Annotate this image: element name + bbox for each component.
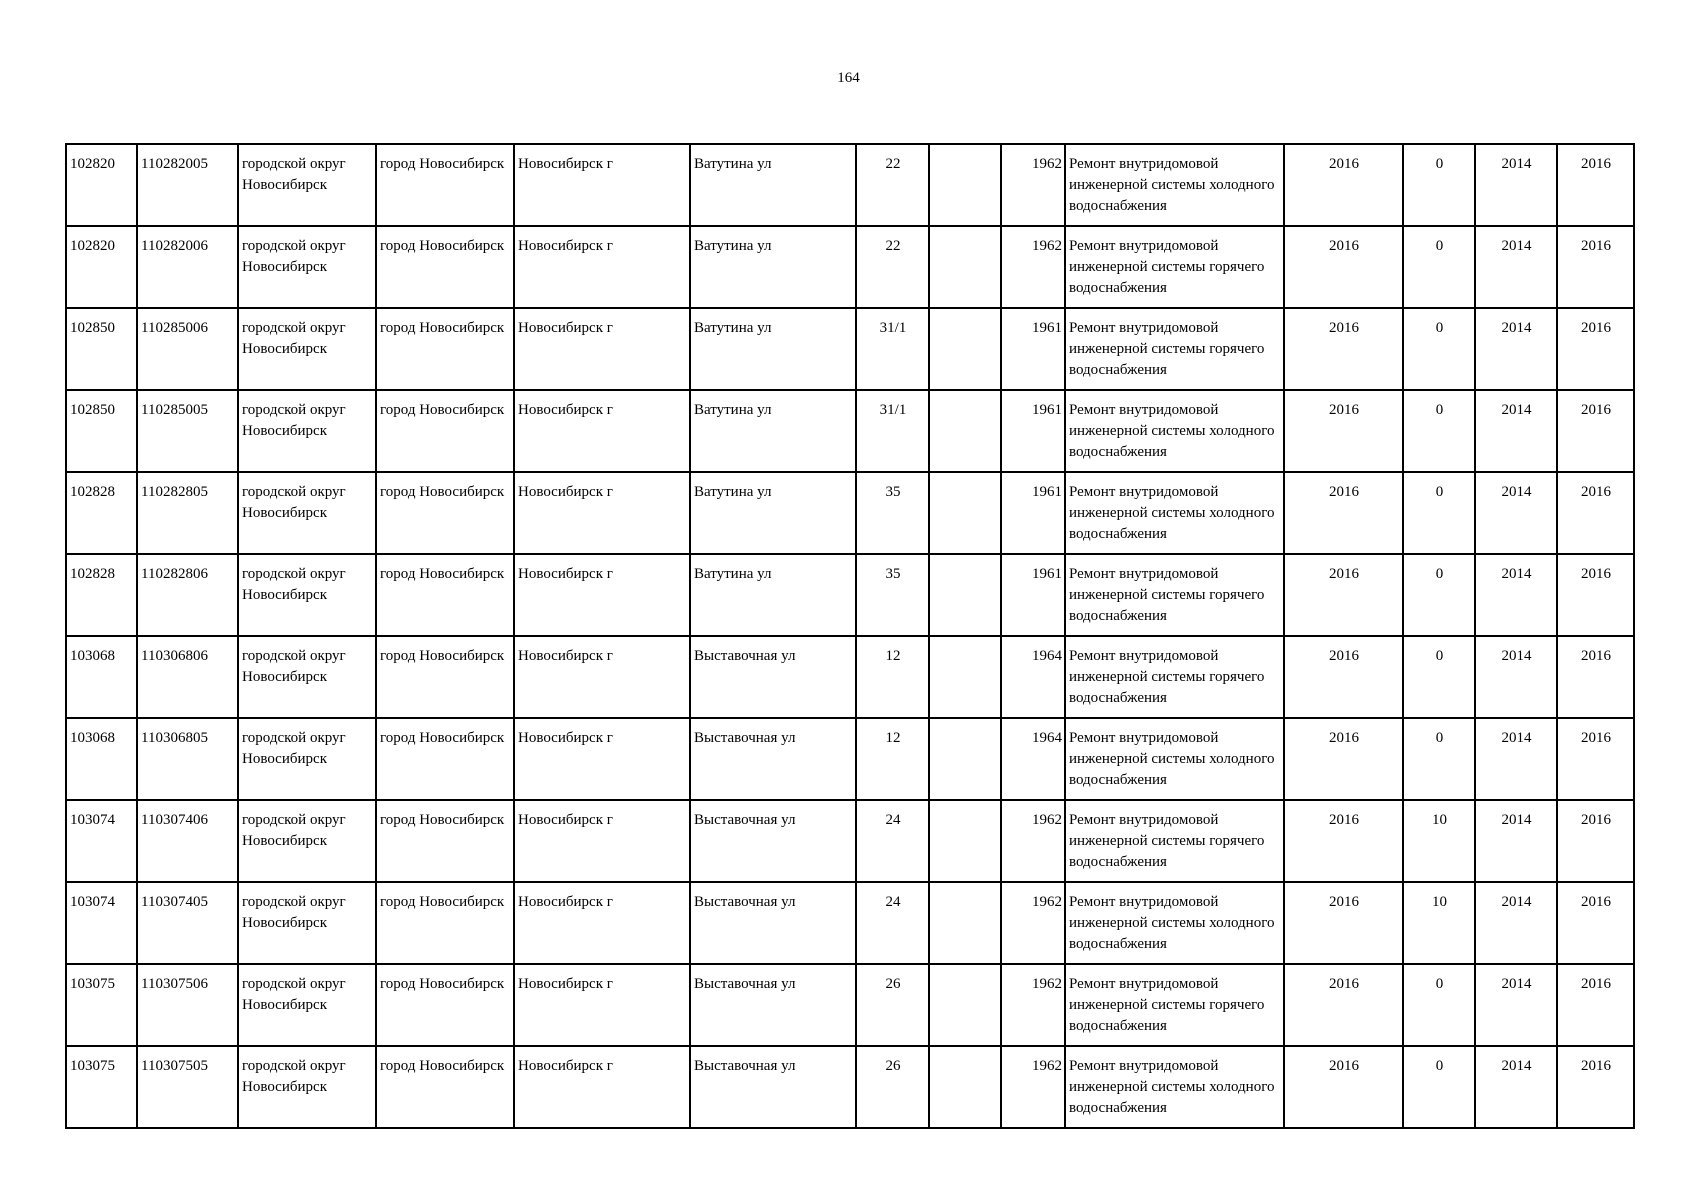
house-number-cell: 26	[856, 1046, 929, 1128]
city-cell: Новосибирск г	[514, 390, 690, 472]
object-id-cell: 110306805	[137, 718, 238, 800]
table-row	[66, 718, 1634, 800]
object-id-cell: 110307506	[137, 964, 238, 1046]
table-row	[66, 144, 1634, 226]
house-id-cell: 102820	[66, 226, 137, 308]
street-cell: Выставочная ул	[690, 964, 856, 1046]
settlement-cell: город Новосибирск	[376, 308, 514, 390]
amount-cell: 0	[1403, 964, 1475, 1046]
start-year-cell: 2014	[1475, 964, 1557, 1046]
settlement-cell: город Новосибирск	[376, 1046, 514, 1128]
city-cell: Новосибирск г	[514, 144, 690, 226]
work-type-cell: Ремонт внутридомовой инженерной системы горячего водоснабжения	[1065, 964, 1284, 1046]
house-id-cell: 102850	[66, 390, 137, 472]
municipality-cell: городской округ Новосибирск	[238, 964, 376, 1046]
start-year-cell: 2014	[1475, 390, 1557, 472]
end-year-cell: 2016	[1557, 472, 1634, 554]
year-built-cell: 1961	[1001, 308, 1065, 390]
table-row	[66, 554, 1634, 636]
municipality-cell: городской округ Новосибирск	[238, 472, 376, 554]
house-number-cell: 22	[856, 144, 929, 226]
start-year-cell: 2014	[1475, 718, 1557, 800]
work-type-cell: Ремонт внутридомовой инженерной системы горячего водоснабжения	[1065, 226, 1284, 308]
settlement-cell: город Новосибирск	[376, 964, 514, 1046]
house-id-cell: 103068	[66, 718, 137, 800]
start-year-cell: 2014	[1475, 144, 1557, 226]
end-year-cell: 2016	[1557, 636, 1634, 718]
object-id-cell: 110285005	[137, 390, 238, 472]
building-cell	[929, 390, 1001, 472]
year-built-cell: 1961	[1001, 472, 1065, 554]
city-cell: Новосибирск г	[514, 1046, 690, 1128]
municipality-cell: городской округ Новосибирск	[238, 554, 376, 636]
house-id-cell: 103068	[66, 636, 137, 718]
city-cell: Новосибирск г	[514, 718, 690, 800]
city-cell: Новосибирск г	[514, 226, 690, 308]
municipality-cell: городской округ Новосибирск	[238, 226, 376, 308]
amount-cell: 0	[1403, 308, 1475, 390]
work-type-cell: Ремонт внутридомовой инженерной системы холодного водоснабжения	[1065, 144, 1284, 226]
street-cell: Ватутина ул	[690, 226, 856, 308]
end-year-cell: 2016	[1557, 308, 1634, 390]
municipality-cell: городской округ Новосибирск	[238, 718, 376, 800]
street-cell: Выставочная ул	[690, 1046, 856, 1128]
municipality-cell: городской округ Новосибирск	[238, 144, 376, 226]
house-number-cell: 24	[856, 882, 929, 964]
house-id-cell: 103074	[66, 882, 137, 964]
start-year-cell: 2014	[1475, 308, 1557, 390]
municipality-cell: городской округ Новосибирск	[238, 800, 376, 882]
municipality-cell: городской округ Новосибирск	[238, 308, 376, 390]
year-built-cell: 1962	[1001, 964, 1065, 1046]
table-body	[66, 144, 1634, 1128]
object-id-cell: 110307505	[137, 1046, 238, 1128]
house-id-cell: 102820	[66, 144, 137, 226]
building-cell	[929, 472, 1001, 554]
house-number-cell: 26	[856, 964, 929, 1046]
municipality-cell: городской округ Новосибирск	[238, 636, 376, 718]
year-built-cell: 1961	[1001, 554, 1065, 636]
amount-cell: 0	[1403, 718, 1475, 800]
house-number-cell: 31/1	[856, 390, 929, 472]
settlement-cell: город Новосибирск	[376, 144, 514, 226]
amount-cell: 0	[1403, 636, 1475, 718]
building-cell	[929, 882, 1001, 964]
start-year-cell: 2014	[1475, 554, 1557, 636]
amount-cell: 10	[1403, 882, 1475, 964]
city-cell: Новосибирск г	[514, 554, 690, 636]
work-type-cell: Ремонт внутридомовой инженерной системы холодного водоснабжения	[1065, 718, 1284, 800]
start-year-cell: 2014	[1475, 1046, 1557, 1128]
house-id-cell: 103075	[66, 964, 137, 1046]
city-cell: Новосибирск г	[514, 882, 690, 964]
building-cell	[929, 718, 1001, 800]
house-id-cell: 103074	[66, 800, 137, 882]
settlement-cell: город Новосибирск	[376, 800, 514, 882]
start-year-cell: 2014	[1475, 800, 1557, 882]
end-year-cell: 2016	[1557, 390, 1634, 472]
work-type-cell: Ремонт внутридомовой инженерной системы холодного водоснабжения	[1065, 1046, 1284, 1128]
house-number-cell: 12	[856, 718, 929, 800]
house-number-cell: 12	[856, 636, 929, 718]
object-id-cell: 110282005	[137, 144, 238, 226]
planned-year-cell: 2016	[1284, 390, 1403, 472]
work-type-cell: Ремонт внутридомовой инженерной системы холодного водоснабжения	[1065, 882, 1284, 964]
building-cell	[929, 226, 1001, 308]
amount-cell: 0	[1403, 390, 1475, 472]
street-cell: Ватутина ул	[690, 308, 856, 390]
end-year-cell: 2016	[1557, 554, 1634, 636]
street-cell: Ватутина ул	[690, 554, 856, 636]
year-built-cell: 1962	[1001, 144, 1065, 226]
table-row	[66, 472, 1634, 554]
start-year-cell: 2014	[1475, 226, 1557, 308]
building-cell	[929, 1046, 1001, 1128]
city-cell: Новосибирск г	[514, 800, 690, 882]
table-row	[66, 226, 1634, 308]
amount-cell: 0	[1403, 144, 1475, 226]
work-type-cell: Ремонт внутридомовой инженерной системы холодного водоснабжения	[1065, 390, 1284, 472]
object-id-cell: 110282006	[137, 226, 238, 308]
object-id-cell: 110282806	[137, 554, 238, 636]
work-type-cell: Ремонт внутридомовой инженерной системы горячего водоснабжения	[1065, 308, 1284, 390]
building-cell	[929, 554, 1001, 636]
street-cell: Ватутина ул	[690, 472, 856, 554]
house-number-cell: 22	[856, 226, 929, 308]
planned-year-cell: 2016	[1284, 472, 1403, 554]
house-id-cell: 102828	[66, 554, 137, 636]
settlement-cell: город Новосибирск	[376, 882, 514, 964]
table-row	[66, 308, 1634, 390]
planned-year-cell: 2016	[1284, 800, 1403, 882]
table-row	[66, 964, 1634, 1046]
building-cell	[929, 308, 1001, 390]
amount-cell: 0	[1403, 554, 1475, 636]
building-cell	[929, 800, 1001, 882]
amount-cell: 10	[1403, 800, 1475, 882]
end-year-cell: 2016	[1557, 800, 1634, 882]
repair-register-table	[65, 143, 1635, 1129]
planned-year-cell: 2016	[1284, 1046, 1403, 1128]
end-year-cell: 2016	[1557, 226, 1634, 308]
house-number-cell: 35	[856, 554, 929, 636]
house-id-cell: 102828	[66, 472, 137, 554]
object-id-cell: 110307405	[137, 882, 238, 964]
start-year-cell: 2014	[1475, 636, 1557, 718]
amount-cell: 0	[1403, 1046, 1475, 1128]
year-built-cell: 1964	[1001, 636, 1065, 718]
house-number-cell: 31/1	[856, 308, 929, 390]
end-year-cell: 2016	[1557, 144, 1634, 226]
year-built-cell: 1964	[1001, 718, 1065, 800]
planned-year-cell: 2016	[1284, 882, 1403, 964]
year-built-cell: 1962	[1001, 882, 1065, 964]
planned-year-cell: 2016	[1284, 964, 1403, 1046]
street-cell: Выставочная ул	[690, 800, 856, 882]
municipality-cell: городской округ Новосибирск	[238, 390, 376, 472]
street-cell: Выставочная ул	[690, 882, 856, 964]
house-number-cell: 35	[856, 472, 929, 554]
work-type-cell: Ремонт внутридомовой инженерной системы горячего водоснабжения	[1065, 636, 1284, 718]
street-cell: Выставочная ул	[690, 718, 856, 800]
settlement-cell: город Новосибирск	[376, 554, 514, 636]
end-year-cell: 2016	[1557, 718, 1634, 800]
planned-year-cell: 2016	[1284, 718, 1403, 800]
street-cell: Выставочная ул	[690, 636, 856, 718]
year-built-cell: 1962	[1001, 800, 1065, 882]
work-type-cell: Ремонт внутридомовой инженерной системы холодного водоснабжения	[1065, 472, 1284, 554]
planned-year-cell: 2016	[1284, 554, 1403, 636]
start-year-cell: 2014	[1475, 882, 1557, 964]
building-cell	[929, 144, 1001, 226]
work-type-cell: Ремонт внутридомовой инженерной системы горячего водоснабжения	[1065, 800, 1284, 882]
municipality-cell: городской округ Новосибирск	[238, 882, 376, 964]
settlement-cell: город Новосибирск	[376, 390, 514, 472]
planned-year-cell: 2016	[1284, 636, 1403, 718]
table-row	[66, 636, 1634, 718]
table-row	[66, 390, 1634, 472]
planned-year-cell: 2016	[1284, 308, 1403, 390]
building-cell	[929, 636, 1001, 718]
settlement-cell: город Новосибирск	[376, 718, 514, 800]
table-row	[66, 1046, 1634, 1128]
settlement-cell: город Новосибирск	[376, 636, 514, 718]
city-cell: Новосибирск г	[514, 964, 690, 1046]
house-id-cell: 103075	[66, 1046, 137, 1128]
end-year-cell: 2016	[1557, 1046, 1634, 1128]
object-id-cell: 110285006	[137, 308, 238, 390]
end-year-cell: 2016	[1557, 964, 1634, 1046]
street-cell: Ватутина ул	[690, 390, 856, 472]
table-row	[66, 800, 1634, 882]
page-number: 164	[837, 70, 860, 86]
street-cell: Ватутина ул	[690, 144, 856, 226]
amount-cell: 0	[1403, 226, 1475, 308]
object-id-cell: 110282805	[137, 472, 238, 554]
city-cell: Новосибирск г	[514, 308, 690, 390]
year-built-cell: 1962	[1001, 1046, 1065, 1128]
settlement-cell: город Новосибирск	[376, 472, 514, 554]
house-number-cell: 24	[856, 800, 929, 882]
amount-cell: 0	[1403, 472, 1475, 554]
building-cell	[929, 964, 1001, 1046]
table-row	[66, 882, 1634, 964]
work-type-cell: Ремонт внутридомовой инженерной системы горячего водоснабжения	[1065, 554, 1284, 636]
object-id-cell: 110306806	[137, 636, 238, 718]
city-cell: Новосибирск г	[514, 472, 690, 554]
year-built-cell: 1962	[1001, 226, 1065, 308]
municipality-cell: городской округ Новосибирск	[238, 1046, 376, 1128]
year-built-cell: 1961	[1001, 390, 1065, 472]
end-year-cell: 2016	[1557, 882, 1634, 964]
object-id-cell: 110307406	[137, 800, 238, 882]
house-id-cell: 102850	[66, 308, 137, 390]
city-cell: Новосибирск г	[514, 636, 690, 718]
settlement-cell: город Новосибирск	[376, 226, 514, 308]
start-year-cell: 2014	[1475, 472, 1557, 554]
planned-year-cell: 2016	[1284, 226, 1403, 308]
planned-year-cell: 2016	[1284, 144, 1403, 226]
